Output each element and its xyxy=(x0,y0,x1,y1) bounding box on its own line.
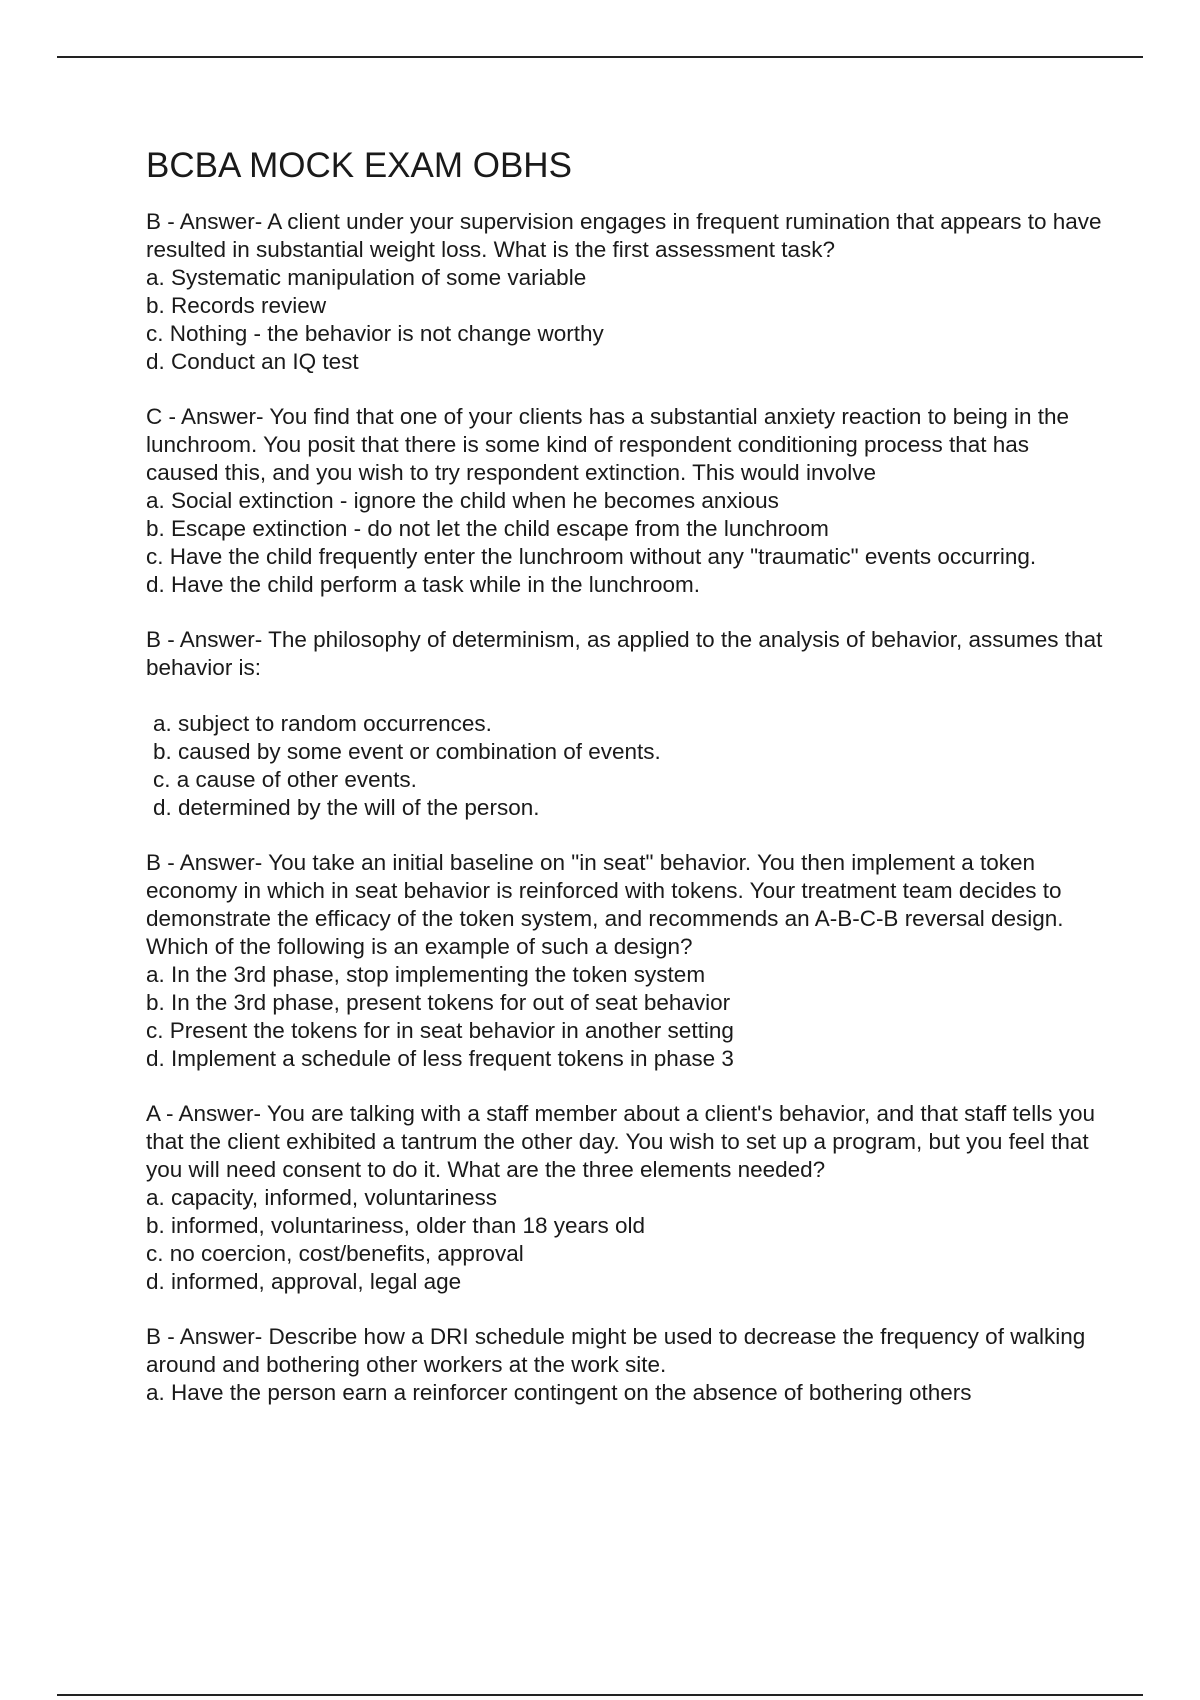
option-list xyxy=(146,487,1106,599)
option-d: d. Have the child perform a task while in the lunchroom. xyxy=(146,572,701,597)
option-a: a. capacity, informed, voluntariness xyxy=(146,1185,498,1210)
option-d: d. Implement a schedule of less frequent tokens in phase 3 xyxy=(146,1046,734,1071)
question-stem: B - Answer- A client under your supervision engages in frequent rumination that appears to have resulted in substantial weight loss. What is the first assessment task? xyxy=(146,209,1102,262)
document-body xyxy=(146,142,1106,1434)
option-b: b. In the 3rd phase, present tokens for out of seat behavior xyxy=(146,990,731,1015)
question-stem: B - Answer- The philosophy of determinism, as applied to the analysis of behavior, assumes that behavior is: xyxy=(146,627,1103,680)
option-a: a. Have the person earn a reinforcer contingent on the absence of bothering others xyxy=(146,1380,972,1405)
option-c: c. Have the child frequently enter the lunchroom without any "traumatic" events occurring. xyxy=(146,544,1037,569)
option-d: d. determined by the will of the person. xyxy=(153,795,540,820)
question-stem: B - Answer- You take an initial baseline on "in seat" behavior. You then implement a token economy in which in seat behavior is reinforced with tokens. Your treatment team decides to demonstrate the efficacy of the token system, and recommends an A-B-C-B reversal design. Which of the following is an example of such a design? xyxy=(146,850,1064,959)
option-b: b. Escape extinction - do not let the child escape from the lunchroom xyxy=(146,516,829,541)
option-a: a. Social extinction - ignore the child when he becomes anxious xyxy=(146,488,779,513)
question-stem: B - Answer- Describe how a DRI schedule might be used to decrease the frequency of walking around and bothering other workers at the work site. xyxy=(146,1324,1086,1377)
bottom-divider xyxy=(57,1694,1143,1696)
option-c: c. a cause of other events. xyxy=(153,767,417,792)
option-list xyxy=(146,1379,1106,1407)
option-list xyxy=(146,710,1106,822)
option-a: a. subject to random occurrences. xyxy=(153,711,492,736)
option-b: b. caused by some event or combination of events. xyxy=(153,739,661,764)
option-c: c. Present the tokens for in seat behavior in another setting xyxy=(146,1018,734,1043)
option-c: c. Nothing - the behavior is not change worthy xyxy=(146,321,604,346)
question-stem: C - Answer- You find that one of your clients has a substantial anxiety reaction to being in the lunchroom. You posit that there is some kind of respondent conditioning process that has caused this, and you wish to try respondent extinction. This would involve xyxy=(146,404,1070,485)
question-5 xyxy=(146,1100,1106,1296)
page-title: BCBA MOCK EXAM OBHS xyxy=(146,146,572,185)
question-stem: A - Answer- You are talking with a staff member about a client's behavior, and that staff tells you that the client exhibited a tantrum the other day. You wish to set up a program, but you feel that you will need consent to do it. What are the three elements needed? xyxy=(146,1101,1096,1182)
option-c: c. no coercion, cost/benefits, approval xyxy=(146,1241,524,1266)
option-list xyxy=(146,1184,1106,1296)
option-d: d. Conduct an IQ test xyxy=(146,349,359,374)
question-6 xyxy=(146,1323,1106,1407)
option-a: a. In the 3rd phase, stop implementing the token system xyxy=(146,962,706,987)
top-divider xyxy=(57,56,1143,58)
question-1 xyxy=(146,208,1106,376)
option-list xyxy=(146,264,1106,376)
option-list xyxy=(146,961,1106,1073)
question-3 xyxy=(146,626,1106,822)
option-d: d. informed, approval, legal age xyxy=(146,1269,462,1294)
option-b: b. Records review xyxy=(146,293,327,318)
option-b: b. informed, voluntariness, older than 18 years old xyxy=(146,1213,646,1238)
option-a: a. Systematic manipulation of some variable xyxy=(146,265,587,290)
question-2 xyxy=(146,403,1106,599)
question-4 xyxy=(146,849,1106,1073)
